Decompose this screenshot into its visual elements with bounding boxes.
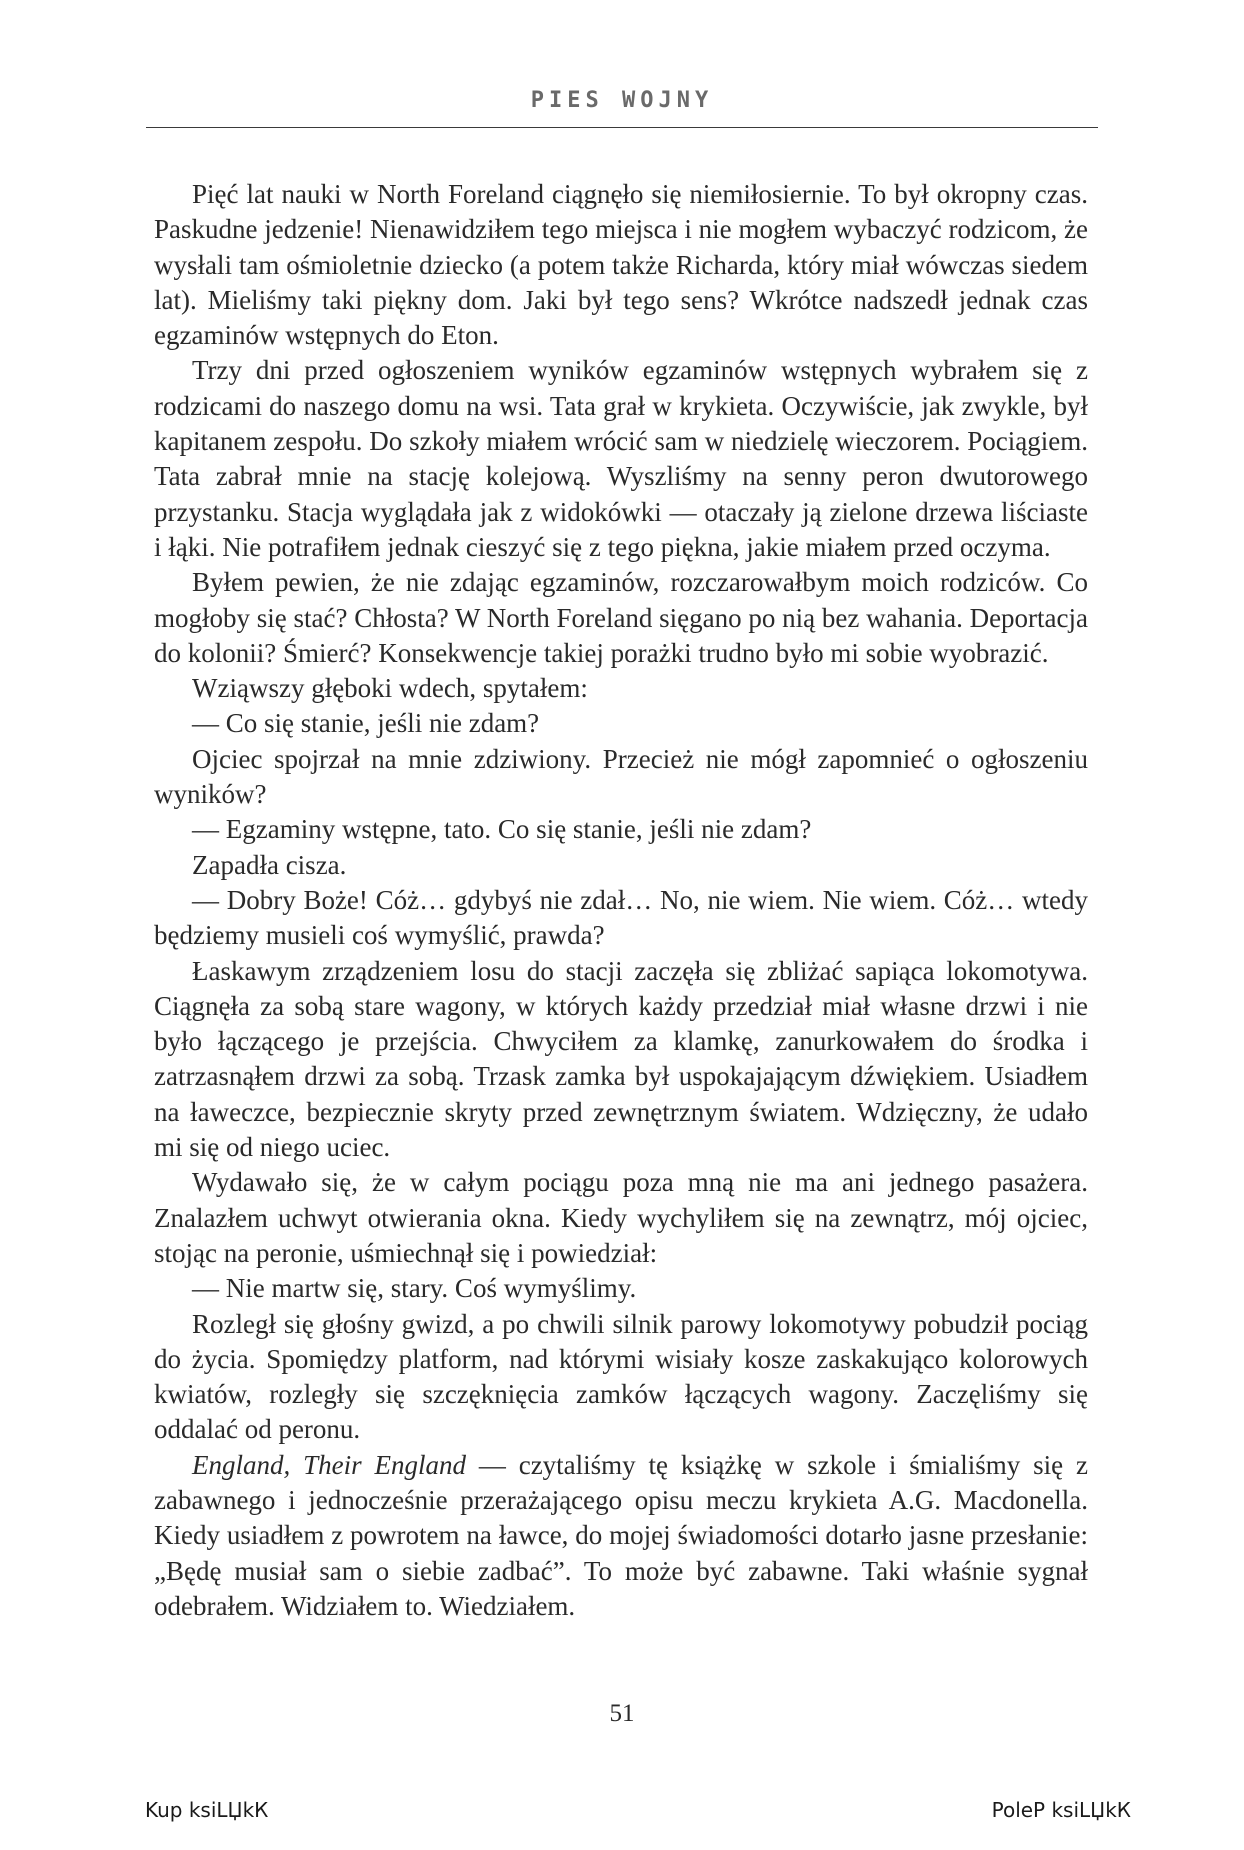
paragraph: Wydawało się, że w całym pociągu poza mną nie ma ani jednego pasażera. Znalazłem uchwyt otwierania okna. Kiedy wychyliłem się na zewnątrz, mój ojciec, stojąc na peronie, uśmiechnął się i powiedział: bbox=[154, 1167, 1088, 1268]
paragraph: Byłem pewien, że nie zdając egzaminów, rozczarowałbym moich rodziców. Co mogłoby się stać? Chłosta? W North Foreland sięgano po nią bez wahania. Deportacja do kolonii? Śmierć? Konsekwencje takiej porażki trudno było mi sobie wyobrazić. bbox=[154, 567, 1088, 668]
paragraph-last bbox=[154, 1448, 1088, 1624]
body-text bbox=[154, 177, 1088, 1624]
book-title: England, Their England bbox=[192, 1449, 466, 1480]
buy-book-link[interactable]: Kup ksiLЏkК bbox=[145, 1798, 269, 1822]
paragraph: Łaskawym zrządzeniem losu do stacji zaczęła się zbliżać sapiąca lokomotywa. Ciągnęła za sobą stare wagony, w których każdy przedział miał własne drzwi i nie było łączącego je przejścia. Chwyciłem za klamkę, zanurkowałem do środka i zatrzasnąłem drzwi za sobą. Trzask zamka był uspokajającym dźwiękiem. Usiadłem na ławeczce, bezpiecznie skryty przed zewnętrznym światem. Wdzięczny, że udało mi się od niego uciec. bbox=[154, 955, 1088, 1163]
paragraph: — Egzaminy wstępne, tato. Co się stanie, jeśli nie zdam? bbox=[192, 814, 812, 845]
running-title: PIES WOJNY bbox=[530, 88, 714, 113]
page-number: 51 bbox=[609, 1700, 635, 1727]
paragraph: Ojciec spojrzał na mnie zdziwiony. Przecież nie mógł zapomnieć o ogłoszeniu wyników? bbox=[154, 743, 1088, 810]
paragraph: Zapadła cisza. bbox=[192, 849, 347, 880]
paragraph: — Nie martw się, stary. Coś wymyślimy. bbox=[192, 1273, 637, 1304]
paragraph: Wziąwszy głęboki wdech, spytałem: bbox=[192, 673, 588, 704]
paragraph: Trzy dni przed ogłoszeniem wyników egzaminów wstępnych wybrałem się z rodzicami do naszego domu na wsi. Tata grał w krykieta. Oczywiście, jak zwykle, był kapitanem zespołu. Do szkoły miałem wrócić sam w niedzielę wieczorem. Pociągiem. Tata zabrał mnie na stację kolejową. Wyszliśmy na senny peron dwutorowego przystanku. Stacja wyglądała jak z widokówki — otaczały ją zielone drzewa liściaste i łąki. Nie potrafiłem jednak cieszyć się z tego piękna, jakie miałem przed oczyma. bbox=[154, 355, 1088, 562]
header-rule bbox=[146, 127, 1098, 128]
paragraph-text: — czytaliśmy tę książkę w szkole i śmialiśmy się z zabawnego i jednocześnie przerażającego opisu meczu krykieta A.G. Macdonella. Kiedy usiadłem z powrotem na ławce, do mojej świadomości dotarło jasne przesłanie: „Będę musiał sam o siebie zadbać”. To może być zabawne. Taki właśnie sygnał odebrałem. Widziałem to. Wiedziałem. bbox=[154, 1449, 1088, 1621]
paragraph: — Co się stanie, jeśli nie zdam? bbox=[192, 708, 540, 739]
paragraph: Rozległ się głośny gwizd, a po chwili silnik parowy lokomotywy pobudził pociąg do życia. Spomiędzy platform, nad którymi wisiały kosze zaskakująco kolorowych kwiatów, rozległy się szczęknięcia zamków łączących wagony. Zaczęliśmy się oddalać od peronu. bbox=[154, 1308, 1088, 1445]
paragraph: — Dobry Boże! Cóż… gdybyś nie zdał… No, nie wiem. Nie wiem. Cóż… wtedy będziemy musieli coś wymyślić, prawda? bbox=[154, 884, 1088, 951]
paragraph: Pięć lat nauki w North Foreland ciągnęło się niemiłosiernie. To był okropny czas. Paskudne jedzenie! Nienawidziłem tego miejsca i nie mogłem wybaczyć rodzicom, że wysłali tam ośmioletnie dziecko (a potem także Richarda, który miał wówczas siedem lat). Mieliśmy taki piękny dom. Jaki był tego sens? Wkrótce nadszedł jednak czas egzaminów wstępnych do Eton. bbox=[154, 179, 1088, 351]
recommend-book-link[interactable]: PoleР ksiLЏkК bbox=[991, 1798, 1131, 1822]
